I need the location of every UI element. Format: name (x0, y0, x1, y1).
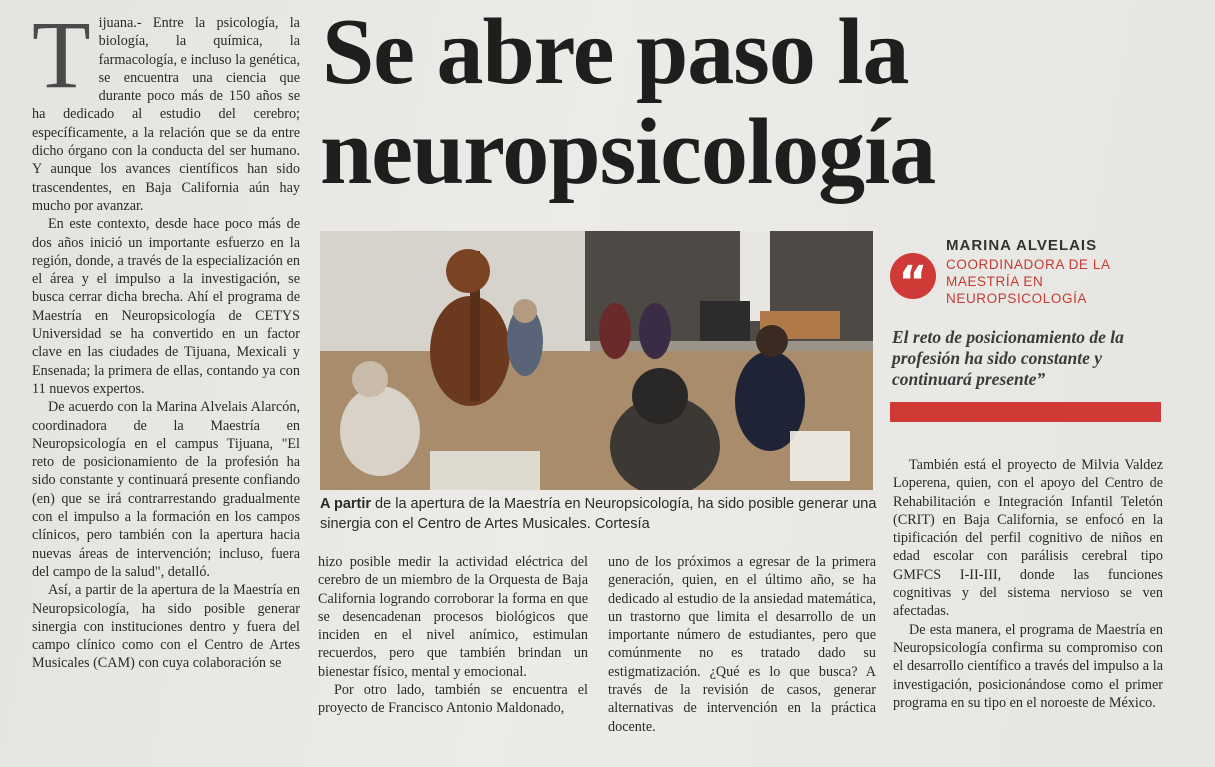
paragraph: De esta manera, el programa de Maestría en Neuropsicología confirma su compromiso con el desarrollo científico a través del impulso a la investigación, posicionándose como el primer programa en su tipo en el noroeste de México. (893, 621, 1163, 711)
article-column-3 (608, 553, 876, 736)
paragraph-text: ijuana.- Entre la psicología, la biología, la química, la farmacología, e incluso la genética, se encuentra una ciencia que durante poco más de 150 años se ha dedicado al estudio del cerebro; específicamente, a la relación que se da entre dicho órgano con la conducta del ser humano. Y aunque los avances científicos han sido trascendentes, en Baja California aún hay mucho por avanzar. (32, 15, 300, 214)
paragraph: uno de los próximos a egresar de la primera generación, quien, en el último año, se ha dedicado al estudio de la ansiedad matemática, un trastorno que limita el desarrollo de un importante número de estudiantes, pero que comúnmente no es tratado dado su estigmatización. ¿Qué es lo que busca? A través de la revisión de casos, generar alternativas de intervención en la práctica docente. (608, 554, 876, 735)
article-column-4 (893, 456, 1163, 712)
headline (320, 2, 1200, 202)
pull-quote (890, 235, 1165, 435)
paragraph (32, 1, 300, 215)
quote-author-role: COORDINADORA DE LA MAESTRÍA EN NEUROPSICOLOGÍA (946, 257, 1110, 306)
headline-line-1: Se abre paso la (322, 0, 909, 104)
quote-icon: “ (890, 253, 936, 299)
paragraph: De acuerdo con la Marina Alvelais Alarcón, coordinadora de la Maestría en Neuropsicología en el campus Tijuana, "El reto de posicionamiento de la profesión ha sido constante y continuará presente confiando (en) que se irá contrarrestando gradualmente con el impulso a la formación en los campos clínicos, pero también con la apertura hacia nuevas áreas de intervención; incluso, fuera del campo de la salud", detalló. (32, 399, 300, 580)
quote-text: El reto de posicionamiento de la profesión ha sido constante y continuará presente” (892, 327, 1124, 389)
photo-caption (320, 494, 880, 534)
quote-author-name: MARINA ALVELAIS (946, 237, 1098, 254)
drop-cap: T (32, 1, 91, 108)
caption-lead: A partir (320, 496, 372, 512)
paragraph: También está el proyecto de Milvia Valdez Loperena, quien, con el apoyo del Centro de Rehabilitación e Integración Infantil Teletón (CRIT) en Baja California, se enfocó en la tipificación del perfil cognitivo de niños en edad escolar con parálisis cerebral tipo GMFCS I-II-III, donde las funciones cognitivas y del sistema nervioso se ven afectadas. (893, 457, 1163, 620)
headline-line-2: neuropsicología (320, 100, 936, 204)
caption-text: de la apertura de la Maestría en Neuropsicología, ha sido posible generar una sinergia con el Centro de Artes Musicales. Cortesía (320, 496, 877, 532)
paragraph: Así, a partir de la apertura de la Maestría en Neuropsicología, ha sido posible generar sinergia con instituciones dentro y fuera del campo clínico como con el Centro de Artes Musicales (CAM) con cuya colaboración se (32, 582, 300, 672)
quote-divider-bar (890, 402, 1161, 422)
paragraph: hizo posible medir la actividad eléctrica del cerebro de un miembro de la Orquesta de Baja California logrando corroborar la forma en que se desencadenan procesos biológicos que inciden en el nivel anímico, estimulan recuerdos, pero que también brindan un bienestar físico, mental y emocional. (318, 554, 588, 680)
paragraph: Por otro lado, también se encuentra el proyecto de Francisco Antonio Maldonado, (318, 682, 588, 717)
article-column-1 (32, 1, 300, 673)
orchestra-photo (320, 231, 873, 490)
paragraph: En este contexto, desde hace poco más de dos años inició un importante esfuerzo en la región, donde, a través de la especialización en el área y el impulso a la investigación, se busca cerrar dicha brecha. Ahí el programa de Maestría en Neuropsicología de CETYS Universidad se ha convertido en un factor clave en las ciudades de Tijuana, Mexicali y Ensenada; la primera de ellas, contando ya con 11 nuevos expertos. (32, 216, 300, 397)
article-column-2 (318, 553, 588, 718)
